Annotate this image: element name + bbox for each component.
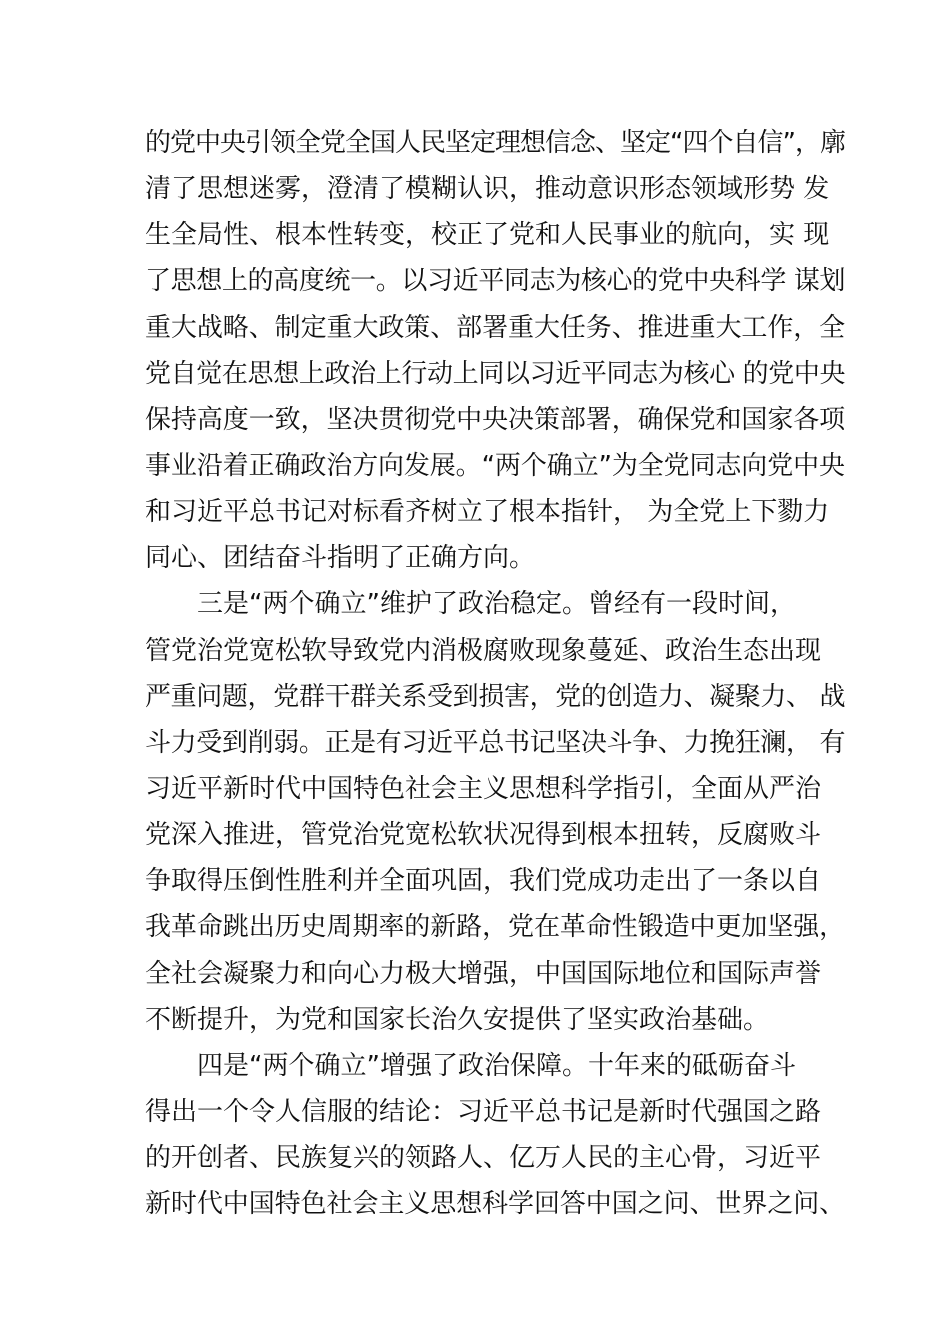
- text-line: 得出一个令人信服的结论：习近平总书记是新时代强国之路: [145, 1096, 822, 1127]
- text-line: 清了思想迷雾，澄清了模糊认识，推动意识形态领域形势 发: [145, 174, 830, 205]
- text-line: 党自觉在思想上政治上行动上同以习近平同志为核心 的党中央: [145, 358, 846, 389]
- text-line: 重大战略、制定重大政策、部署重大任务、推进重大工作，全: [145, 312, 846, 343]
- text-line: 我革命跳出历史周期率的新路，党在革命性锻造中更加坚强，: [145, 912, 846, 943]
- text-line: 管党治党宽松软导致党内消极腐败现象蔓延、政治生态出现: [145, 635, 822, 666]
- text-line: 严重问题，党群干群关系受到损害，党的创造力、凝聚力、 战: [145, 681, 846, 712]
- text-line: 同心、团结奋斗指明了正确方向。: [145, 543, 536, 574]
- text-line: 不断提升，为党和国家长治久安提供了坚实政治基础。: [145, 1004, 770, 1035]
- text-line: 习近平新时代中国特色社会主义思想科学指引，全面从严治: [145, 773, 822, 804]
- text-line: 新时代中国特色社会主义思想科学回答中国之问、世界之问、: [145, 1189, 846, 1220]
- text-line: 生全局性、根本性转变，校正了党和人民事业的航向，实 现: [145, 220, 830, 251]
- text-line: 争取得压倒性胜利并全面巩固，我们党成功走出了一条以自: [145, 866, 822, 897]
- text-line: 了思想上的高度统一。以习近平同志为核心的党中央科学 谋划: [145, 266, 846, 297]
- paragraph-start-line: 四是“两个确立”增强了政治保障。十年来的砥砺奋斗: [197, 1050, 796, 1081]
- text-line: 的党中央引领全党全国人民坚定理想信念、坚定“四个自信”，廓: [145, 128, 845, 158]
- body-text: [145, 120, 845, 1227]
- text-line: 和习近平总书记对标看齐树立了根本指针， 为全党上下勠力: [145, 497, 830, 528]
- text-line: 的开创者、民族复兴的领路人、亿万人民的主心骨，习近平: [145, 1143, 822, 1174]
- text-line: 保持高度一致，坚决贯彻党中央决策部署，确保党和国家各项: [145, 404, 846, 435]
- text-line: 党深入推进，管党治党宽松软状况得到根本扭转，反腐败斗: [145, 820, 822, 851]
- text-line: 事业沿着正确政治方向发展。“两个确立”为全党同志向党中央: [145, 450, 845, 481]
- paragraph-start-line: 三是“两个确立”维护了政治稳定。曾经有一段时间，: [197, 589, 796, 620]
- text-line: 全社会凝聚力和向心力极大增强，中国国际地位和国际声誉: [145, 958, 822, 989]
- text-line: 斗力受到削弱。正是有习近平总书记坚决斗争、力挽狂澜， 有: [145, 727, 846, 758]
